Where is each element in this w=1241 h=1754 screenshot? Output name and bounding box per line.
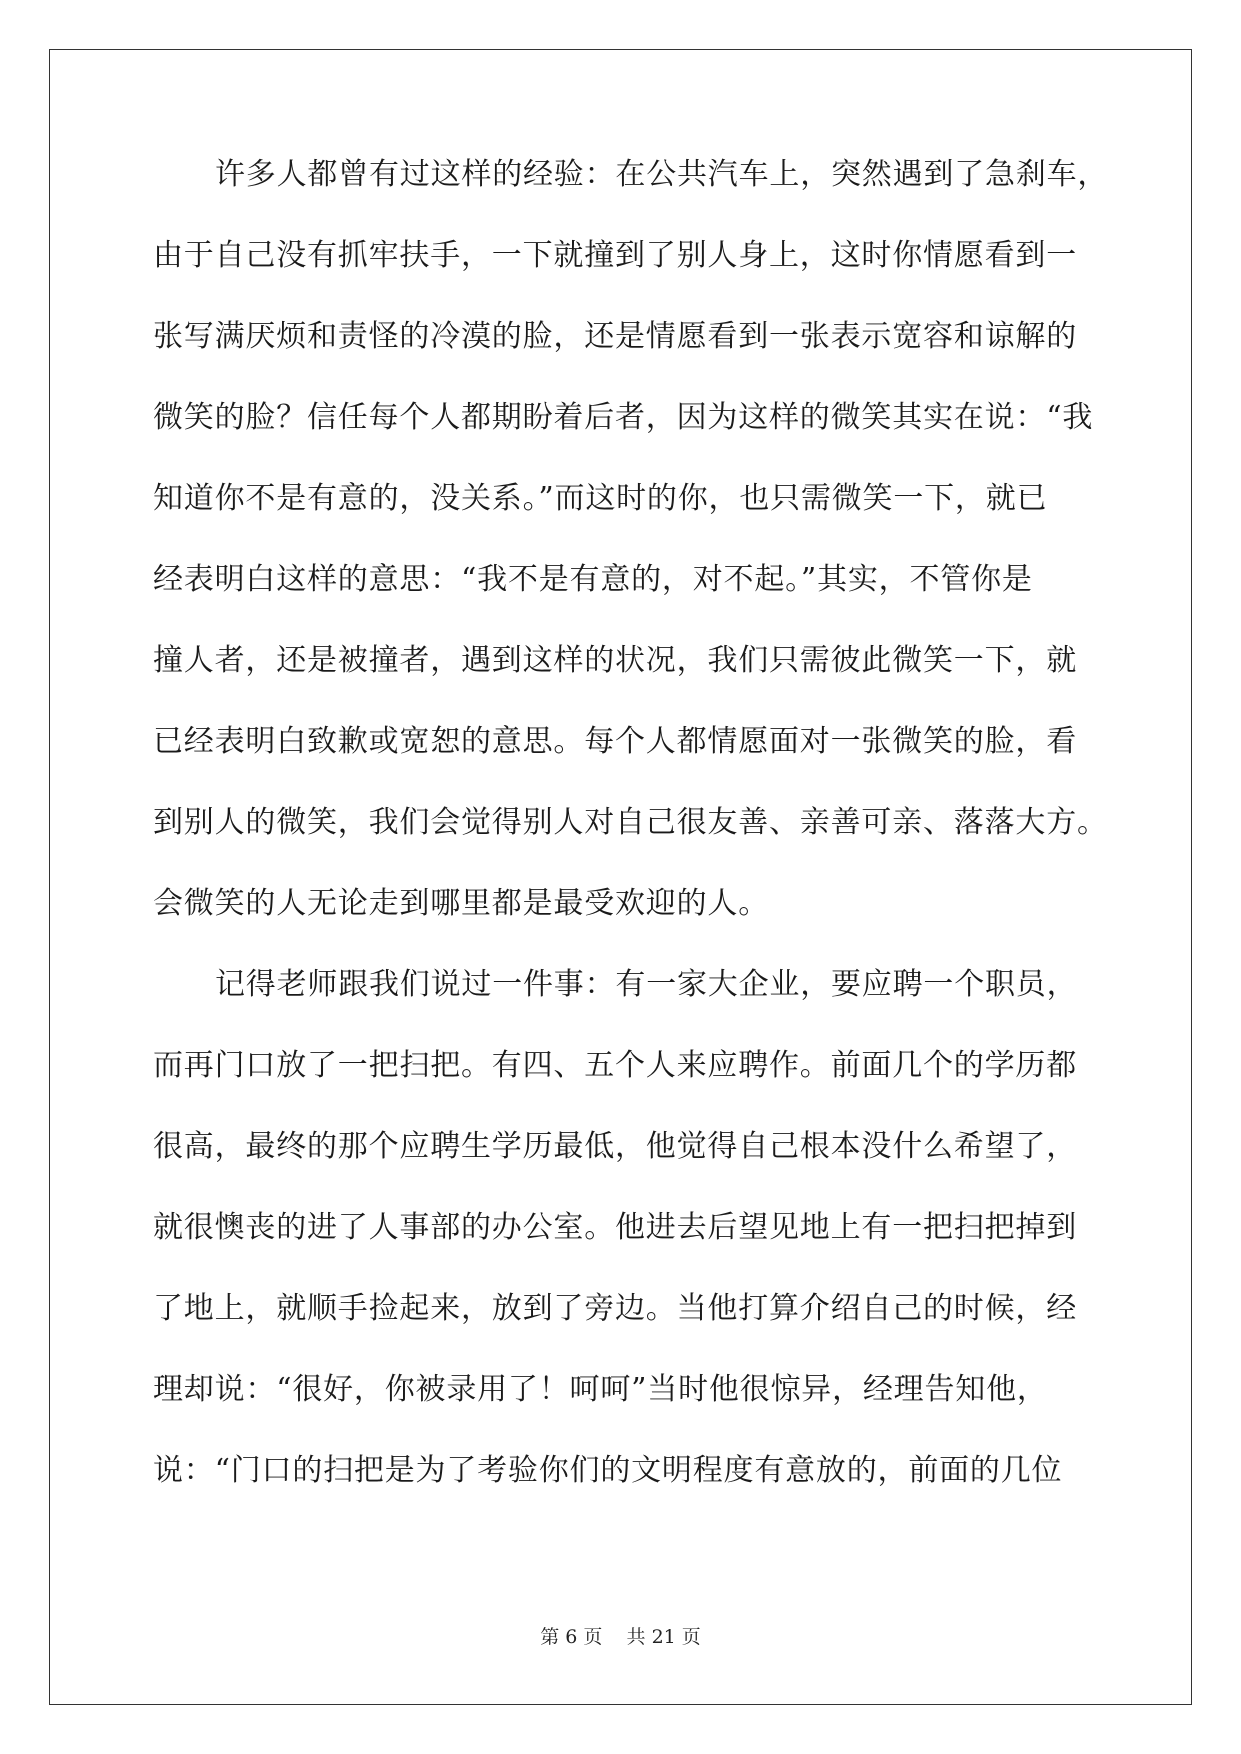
paragraph-2-line-1: 记得老师跟我们说过一件事：有一家大企业，要应聘一个职员，: [215, 967, 1078, 1002]
paragraph-2-line-2: 而再门口放了一把扫把。有四、五个人来应聘作。前面几个的学历都: [153, 1048, 1077, 1083]
paragraph-1-line-2: 由于自己没有抓牢扶手，一下就撞到了别人身上，这时你情愿看到一: [153, 238, 1077, 273]
paragraph-1-line-10: 会微笑的人无论走到哪里都是最受欢迎的人。: [153, 886, 769, 921]
page-footer: [0, 1622, 1241, 1649]
paragraph-1-line-5: 知道你不是有意的，没关系。”而这时的你，也只需微笑一下，就已: [153, 481, 1048, 516]
paragraph-1-line-3: 张写满厌烦和责怪的冷漠的脸，还是情愿看到一张表示宽容和谅解的: [153, 319, 1077, 354]
paragraph-2-line-6: 理却说：“很好，你被录用了！呵呵”当时他很惊异，经理告知他，: [153, 1372, 1048, 1407]
document-body: [153, 157, 1118, 1537]
paragraph-1-line-8: 已经表明白致歉或宽恕的意思。每个人都情愿面对一张微笑的脸，看: [153, 724, 1077, 759]
paragraph-1-line-9: 到别人的微笑，我们会觉得别人对自己很友善、亲善可亲、落落大方。: [153, 805, 1108, 840]
paragraph-1-line-7: 撞人者，还是被撞者，遇到这样的状况，我们只需彼此微笑一下，就: [153, 643, 1077, 678]
paragraph-2-line-4: 就很懊丧的进了人事部的办公室。他进去后望见地上有一把扫把掉到: [153, 1210, 1077, 1245]
paragraph-1-line-1: 许多人都曾有过这样的经验：在公共汽车上，突然遇到了急刹车，: [215, 157, 1109, 192]
paragraph-2-line-5: 了地上，就顺手捡起来，放到了旁边。当他打算介绍自己的时候，经: [153, 1291, 1077, 1326]
paragraph-2-line-3: 很高，最终的那个应聘生学历最低，他觉得自己根本没什么希望了，: [153, 1129, 1077, 1164]
paragraph-1-line-6: 经表明白这样的意思：“我不是有意的，对不起。”其实，不管你是: [153, 562, 1033, 597]
paragraph-2-line-7: 说：“门口的扫把是为了考验你们的文明程度有意放的，前面的几位: [153, 1453, 1063, 1488]
page-number-label: 第 6 页 共 21 页: [540, 1626, 701, 1648]
paragraph-1-line-4: 微笑的脸？信任每个人都期盼着后者，因为这样的微笑其实在说：“我: [153, 400, 1094, 435]
